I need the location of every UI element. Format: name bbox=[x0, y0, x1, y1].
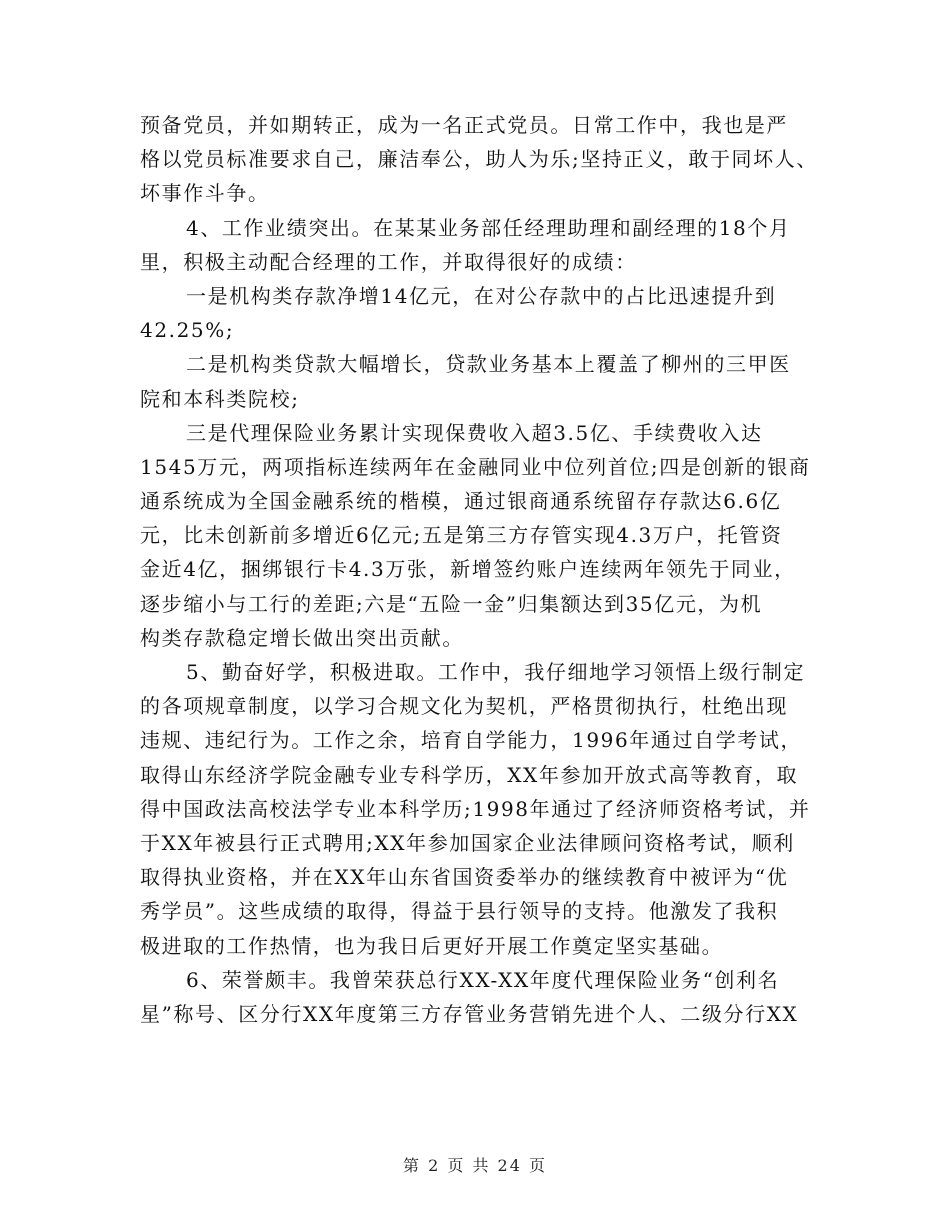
text-line: 取得执业资格，并在XX年山东省国资委举办的继续教育中被评为“优 bbox=[140, 865, 789, 890]
text-line: 预备党员，并如期转正，成为一名正式党员。日常工作中，我也是严 bbox=[140, 113, 788, 137]
text-line: 一是机构类存款净增14亿元，在对公存款中的占比迅速提升到 bbox=[186, 283, 777, 308]
text-line: 于XX年被县行正式聘用;XX年参加国家企业法律顾问资格考试，顺利 bbox=[140, 830, 795, 855]
text-line: 通系统成为全国金融系统的楷模，通过银商通系统留存存款达6.6亿 bbox=[140, 489, 782, 514]
text-line: 1545万元，两项指标连续两年在金融同业中位列首位;四是创新的银商 bbox=[140, 454, 811, 479]
text-line: 违规、违纪行为。工作之余，培育自学能力，1996年通过自学考试， bbox=[140, 728, 803, 753]
text-line: 里，积极主动配合经理的工作，并取得很好的成绩： bbox=[140, 249, 637, 274]
text-line: 星”称号、区分行XX年度第三方存管业务营销先进个人、二级分行XX bbox=[140, 1001, 799, 1026]
paragraph bbox=[140, 279, 830, 347]
text-line: 金近4亿，捆绑银行卡4.3万张，新增签约账户连续两年领先于同业， bbox=[140, 557, 796, 582]
text-line: 二是机构类贷款大幅增长，贷款业务基本上覆盖了柳州的三甲医 bbox=[186, 352, 791, 377]
text-line: 6、荣誉颇丰。我曾荣获总行XX-XX年度代理保险业务“创利名 bbox=[186, 967, 780, 992]
paragraph bbox=[140, 416, 830, 655]
text-line: 4、工作业绩突出。在某某业务部任经理助理和副经理的18个月 bbox=[186, 215, 791, 240]
paragraph bbox=[140, 655, 830, 963]
text-line: 格以党员标准要求自己，廉洁奉公，助人为乐;坚持正义，敢于同坏人、 bbox=[140, 147, 818, 172]
document-body bbox=[140, 108, 830, 1031]
text-line: 取得山东经济学院金融专业专科学历，XX年参加开放式高等教育，取 bbox=[140, 762, 799, 787]
paragraph bbox=[140, 108, 830, 211]
page-footer: 第 2 页 共 24 页 bbox=[403, 1156, 547, 1175]
text-line: 坏事作斗争。 bbox=[140, 181, 270, 206]
paragraph bbox=[140, 963, 830, 1031]
text-line: 的各项规章制度，以学习合规文化为契机，严格贯彻执行，杜绝出现 bbox=[140, 694, 788, 719]
text-line: 极进取的工作热情，也为我日后更好开展工作奠定坚实基础。 bbox=[140, 933, 724, 958]
text-line: 42.25%; bbox=[140, 318, 235, 343]
text-line: 逐步缩小与工行的差距;六是“五险一金”归集额达到35亿元，为机 bbox=[140, 591, 763, 616]
text-line: 三是代理保险业务累计实现保费收入超3.5亿、手续费收入达 bbox=[186, 420, 763, 445]
text-line: 秀学员”。这些成绩的取得，得益于县行领导的支持。他激发了我积 bbox=[140, 899, 779, 924]
text-line: 元，比未创新前多增近6亿元;五是第三方存管实现4.3万户，托管资 bbox=[140, 523, 783, 548]
text-line: 院和本科类院校; bbox=[140, 386, 300, 411]
text-line: 构类存款稳定增长做出突出贡献。 bbox=[140, 625, 464, 650]
text-line: 得中国政法高校法学专业本科学历;1998年通过了经济师资格考试，并 bbox=[140, 796, 811, 821]
paragraph bbox=[140, 347, 830, 415]
paragraph bbox=[140, 211, 830, 279]
text-line: 5、勤奋好学，积极进取。工作中，我仔细地学习领悟上级行制定 bbox=[186, 660, 806, 684]
